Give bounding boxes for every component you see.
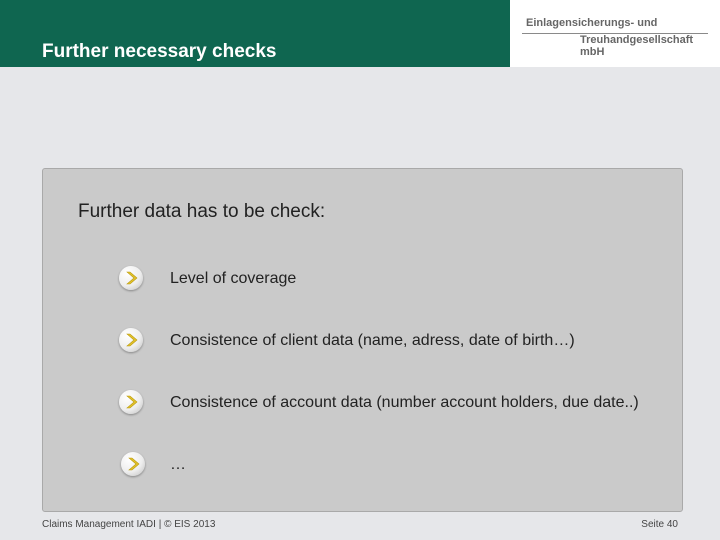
- slide-title: Further necessary checks: [42, 41, 277, 62]
- bullet-item-4: …: [170, 456, 186, 473]
- footer-copyright: Claims Management IADI | © EIS 2013: [42, 519, 216, 530]
- yellow-chevron-arrow-icon: [119, 266, 143, 290]
- yellow-chevron-arrow-icon: [119, 328, 143, 352]
- logo-line-2: Treuhandgesellschaft mbH: [580, 34, 694, 58]
- panel-heading: Further data has to be check:: [78, 201, 326, 222]
- bullet-item-3: Consistence of account data (number account holders, due date..): [170, 394, 639, 411]
- yellow-chevron-arrow-icon: [119, 390, 143, 414]
- yellow-chevron-arrow-icon: [121, 452, 145, 476]
- bullet-item-1: Level of coverage: [170, 270, 297, 287]
- page-number: Seite 40: [641, 519, 678, 530]
- company-logo: [510, 0, 720, 67]
- logo-line-1: Einlagensicherungs- und: [526, 17, 658, 29]
- bullet-item-2: Consistence of client data (name, adress, date of birth…): [170, 332, 575, 349]
